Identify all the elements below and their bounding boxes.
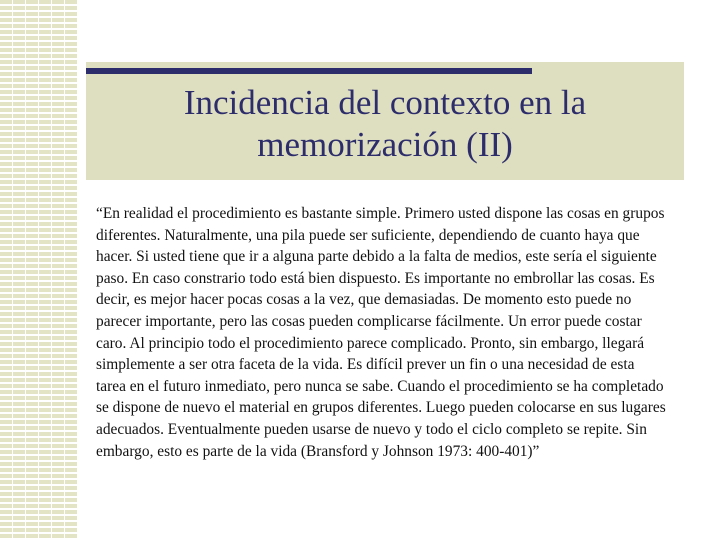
decorative-side-stripes: [0, 0, 78, 540]
quote-paragraph: “En realidad el procedimiento es bastante simple. Primero usted dispone las cosas en grupos diferentes. Naturalmente, una pila puede ser suficiente, dependiendo de cuanto haya que hacer. Si usted tiene que ir a alguna parte debido a la falta de medios, este sería el siguiente paso. En caso constrario todo está bien dispuesto. Es importante no embrollar las cosas. Es decir, es mejor hacer pocas cosas a la vez, que demasiadas. De momento esto puede no parecer importante, pero las cosas pueden complicarse fácilmente. Un error puede costar caro. Al principio todo el procedimiento parece complicado. Pronto, sin embargo, llegará simplemente a ser otra faceta de la vida. Es difícil prever un fin o una necesidad de esta tarea en el futuro inmediato, pero nunca se sabe. Cuando el procedimiento se ha completado se dispone de nuevo el material en grupos diferentes. Luego pueden colocarse en sus lugares adecuados. Eventualmente pueden usarse de nuevo y todo el ciclo completo se repite. Sin embargo, esto es parte de la vida (Bransford y Johnson 1973: 400-401)”: [96, 205, 666, 460]
title-accent-rule: [86, 68, 532, 74]
slide-title-line-1: Incidencia del contexto en la: [183, 83, 587, 122]
slide-title: [86, 82, 684, 166]
slide-title-line-2: memorización (II): [257, 125, 513, 164]
